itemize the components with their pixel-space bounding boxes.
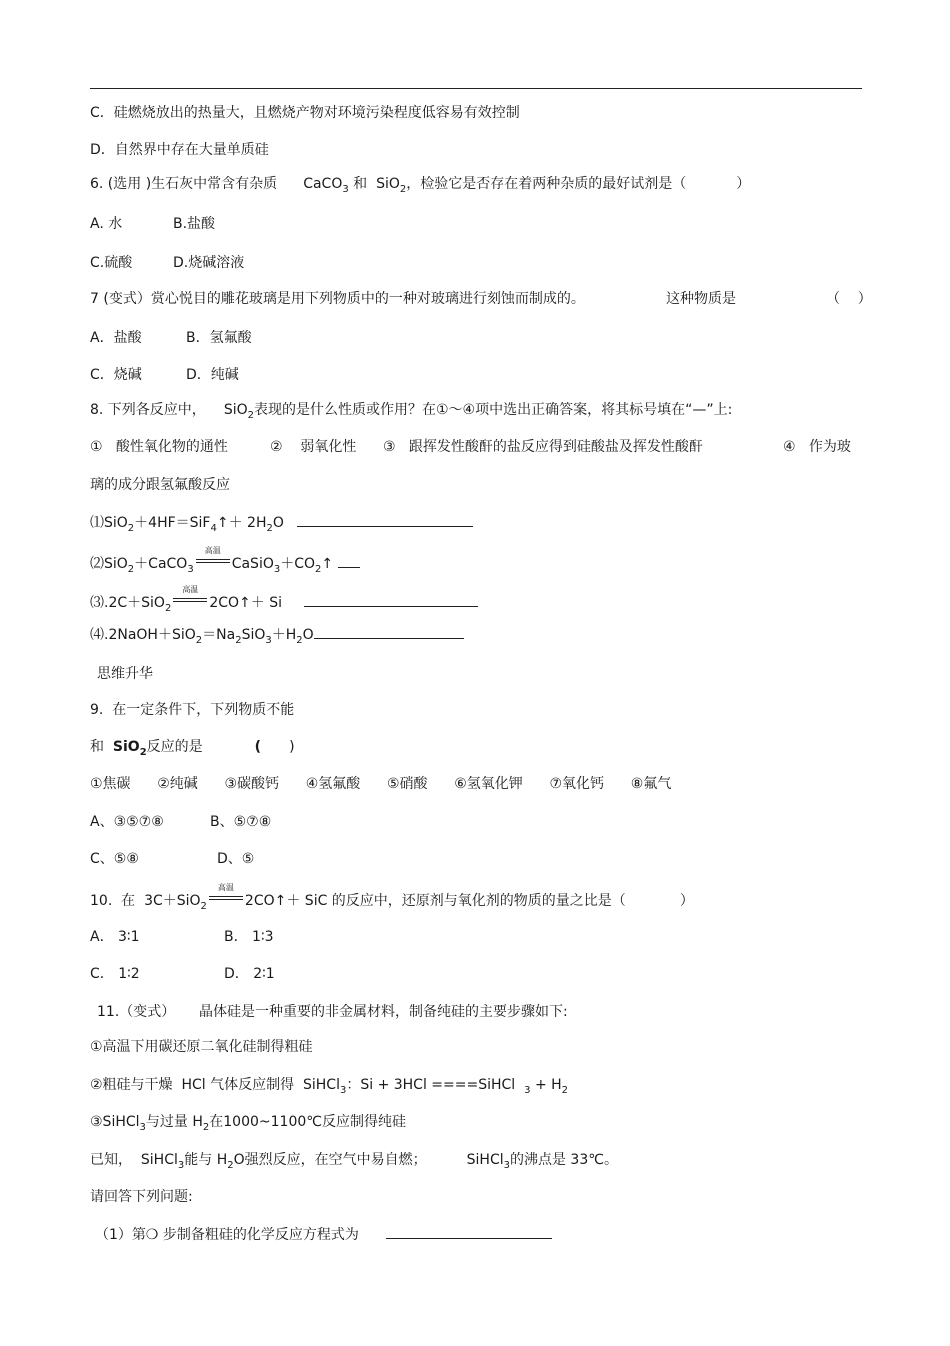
question-11-step-3: ③SiHCl$_3$与过量 $H_2$在1000~1100℃反应制得纯硅 (90, 1114, 406, 1133)
question-10-option-a: A． 3∶1 (90, 929, 140, 945)
question-11-stem: 晶体硅是一种重要的非金属材料，制备纯硅的主要步骤如下: (199, 1004, 568, 1020)
answer-blank-4[interactable] (314, 626, 464, 639)
high-temperature-condition: 高温 (172, 591, 208, 607)
question-9-option-b: B、⑤⑦⑧ (210, 814, 272, 830)
question-11-known: 已知， SiHCl$_3$能与 $H_2O$强烈反应，在空气中易自燃； SiHCl$_3$的沸点是 33℃。 (90, 1152, 618, 1171)
equation-1: ⑴SiO$_2$＋4HF＝SiF$_4$↑＋ $2H_2O$ (90, 514, 473, 532)
question-11-prompt: 请回答下列问题: (90, 1189, 193, 1205)
option-c: C．硅燃烧放出的热量大，且燃烧产物对环境污染程度低容易有效控制 (90, 105, 520, 121)
question-9-stem: 9. 在一定条件下，下列物质不能 (90, 702, 295, 718)
question-9-items: ①焦碳 ②纯碱 ③碳酸钙 ④氢氟酸 ⑤硝酸 ⑥氢氧化钾 ⑦氧化钙 ⑧氟气 (90, 776, 672, 792)
question-8-choice-1: ① 酸性氧化物的通性 (90, 439, 228, 455)
question-7-option-b: B．氢氟酸 (186, 330, 252, 346)
question-8-choice-2: ② 弱氧化性 (270, 439, 357, 455)
high-temperature-condition: 高温 (195, 552, 231, 568)
question-11-label: 11.（变式） (97, 1004, 176, 1020)
question-6-option-c: C.硫酸 (90, 255, 133, 271)
question-9-option-c: C、⑤⑧ (90, 851, 139, 867)
answer-blank-3[interactable] (304, 594, 478, 607)
header-rule (90, 88, 862, 89)
question-7-paren: （ ） (826, 291, 872, 307)
question-6-option-a: A. 水 (90, 216, 123, 232)
question-11-step-2: ②粗硅与干燥 HCl 气体反应制得 SiHCl$_3$：Si + 3HCl ====SiHCl $_3 + H_2$ (90, 1077, 569, 1096)
question-8-choice-4: ④ 作为玻 (783, 439, 851, 455)
answer-blank-5[interactable] (386, 1226, 552, 1239)
question-6-stem: 6. (选用 )生石灰中常含有杂质 CaCO$_3$ 和 SiO$_2$，检验它是否存在着两种杂质的最好试剂是（ ） (90, 176, 751, 195)
question-6-option-b: B.盐酸 (173, 216, 216, 232)
question-7-option-a: A．盐酸 (90, 330, 142, 346)
high-temperature-condition: 高温 (208, 889, 244, 905)
question-7-stem: 7 (变式）赏心悦目的雕花玻璃是用下列物质中的一种对玻璃进行刻蚀而制成的。 (90, 291, 585, 307)
question-7-option-c: C．烧碱 (90, 367, 142, 383)
question-8-choice-4-cont: 璃的成分跟氢氟酸反应 (90, 477, 230, 493)
question-9-stem-b: 和 SiO$_2$反应的是 ( ) (90, 739, 295, 758)
question-10-stem: 10. 在 3C＋SiO$_2$ 高温 2CO↑＋ SiC 的反应中，还原剂与氧化剂的物质的量之比是（ ） (90, 883, 694, 912)
answer-blank-2[interactable] (338, 555, 360, 568)
question-7-option-d: D．纯碱 (186, 367, 239, 383)
section-heading: 思维升华 (97, 666, 153, 682)
question-8-stem: 8. 下列各反应中， SiO$_2$表现的是什么性质或作用？在①～④项中选出正确答案，将其标号填在“—”上: (90, 402, 733, 421)
answer-blank-1[interactable] (297, 514, 473, 527)
option-d: D．自然界中存在大量单质硅 (90, 142, 269, 158)
question-6-option-d: D.烧碱溶液 (173, 255, 245, 271)
question-10-option-b: B． 1∶3 (224, 929, 274, 945)
question-8-choice-3: ③ 跟挥发性酸酐的盐反应得到硅酸盐及挥发性酸酐 (383, 439, 703, 455)
question-10-option-d: D． 2∶1 (224, 966, 275, 982)
equation-4: $⑷.2NaOH+SiO_2=Na_2SiO_3+H_2O$ (90, 626, 464, 644)
question-11-sub-1: （1）第❍ 步制备粗硅的化学反应方程式为 (95, 1226, 552, 1244)
equation-3: ⑶.2C＋SiO$_2$ 高温 2CO↑＋ Si (90, 591, 478, 612)
equation-2: ⑵SiO$_2$＋CaCO$_3$ 高温 $CaSiO_3+CO_2↑$ (90, 552, 360, 573)
question-10-option-c: C． 1∶2 (90, 966, 140, 982)
question-7-stem-b: 这种物质是 (666, 291, 736, 307)
question-9-option-d: D、⑤ (217, 851, 255, 867)
question-11-step-1: ①高温下用碳还原二氧化硅制得粗硅 (90, 1039, 313, 1055)
question-9-option-a: A、③⑤⑦⑧ (90, 814, 164, 830)
